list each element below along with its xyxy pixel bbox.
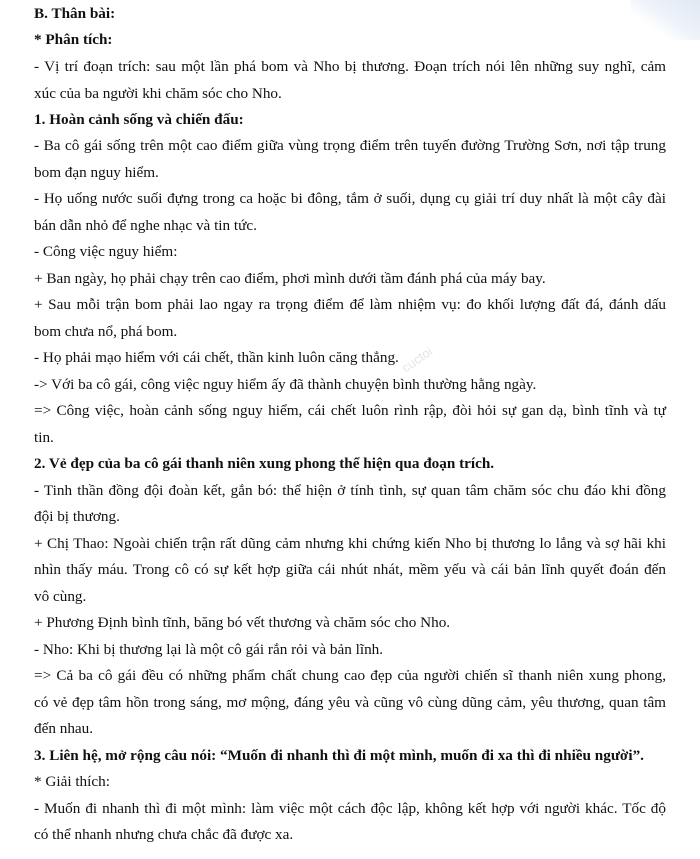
heading-phan-tich: * Phân tích: (34, 31, 113, 48)
text-line: - Họ phải mạo hiểm với cái chết, thần kinh luôn căng thẳng. (34, 349, 399, 366)
text-line: => Công việc, hoàn cảnh sống nguy hiểm, cái chết luôn rình rập, đòi hỏi sự gan dạ, bình tĩnh và tự (34, 402, 666, 419)
text-line: tin. (34, 429, 54, 446)
text-line: đến nhau. (34, 720, 94, 737)
section-heading-2: 2. Vẻ đẹp của ba cô gái thanh niên xung phong thể hiện qua đoạn trích. (34, 455, 495, 472)
section-heading-3: 3. Liên hệ, mở rộng câu nói: “Muốn đi nhanh thì đi một mình, muốn đi xa thì đi nhiều người”. (34, 747, 644, 764)
text-line: + Phương Định bình tĩnh, băng bó vết thương và chăm sóc cho Nho. (34, 614, 451, 631)
text-line: có thể nhanh nhưng chưa chắc đã được xa. (34, 826, 294, 843)
text-line: xúc của ba người khi chăm sóc cho Nho. (34, 85, 282, 102)
text-line: -> Với ba cô gái, công việc nguy hiểm ấy đã thành chuyện bình thường hằng ngày. (34, 376, 537, 393)
text-line: bom chưa nổ, phá bom. (34, 323, 178, 340)
heading-than-bai: B. Thân bài: (34, 5, 116, 22)
text-line: bán dẫn nhỏ để nghe nhạc và tin tức. (34, 217, 257, 234)
text-line: - Nho: Khi bị thương lại là một cô gái rắn rỏi và bản lĩnh. (34, 641, 384, 658)
text-line: đội bị thương. (34, 508, 120, 525)
text-line: có vẻ đẹp tâm hồn trong sáng, mơ mộng, đáng yêu và cũng vô cùng dũng cảm, yêu thương, quan tâm (34, 694, 666, 711)
section-heading-1: 1. Hoàn cảnh sống và chiến đấu: (34, 111, 244, 128)
text-line: - Họ uống nước suối đựng trong ca hoặc bi đông, tắm ở suối, dụng cụ giải trí duy nhất là một cây đài (34, 190, 666, 207)
text-line: nhìn thấy máu. Trong cô có sự kết hợp giữa cái nhút nhát, mềm yếu và cái bản lĩnh quyết đoán đến (34, 561, 666, 578)
text-line: - Muốn đi nhanh thì đi một mình: làm việc một cách độc lập, không kết hợp với người khác. Tốc độ (34, 800, 666, 817)
text-line: + Chị Thao: Ngoài chiến trận rất dũng cảm nhưng khi chứng kiến Nho bị thương lo lắng và sợ hãi khi (34, 535, 666, 552)
text-line: => Cả ba cô gái đều có những phẩm chất chung cao đẹp của người chiến sĩ thanh niên xung phong, (34, 667, 666, 684)
text-line: + Ban ngày, họ phải chạy trên cao điểm, phơi mình dưới tầm đánh phá của máy bay. (34, 270, 546, 287)
text-line: * Giải thích: (34, 773, 110, 790)
text-line: - Ba cô gái sống trên một cao điểm giữa vùng trọng điểm trên tuyến đường Trường Sơn, nơi tập trung (34, 137, 666, 154)
text-line: - Tinh thần đồng đội đoàn kết, gắn bó: thể hiện ở tính tình, sự quan tâm chăm sóc chu đáo khi đồng (34, 482, 666, 499)
text-line: vô cùng. (34, 588, 87, 605)
text-line: - Công việc nguy hiểm: (34, 243, 178, 260)
text-line: - Vị trí đoạn trích: sau một lần phá bom và Nho bị thương. Đoạn trích nói lên những suy nghĩ, cảm (34, 58, 666, 75)
text-line: + Sau mỗi trận bom phải lao ngay ra trọng điểm để làm nhiệm vụ: đo khối lượng đất đá, đánh dấu (34, 296, 666, 313)
text-line: bom đạn nguy hiểm. (34, 164, 159, 181)
watermark: cuctoi (398, 343, 436, 376)
